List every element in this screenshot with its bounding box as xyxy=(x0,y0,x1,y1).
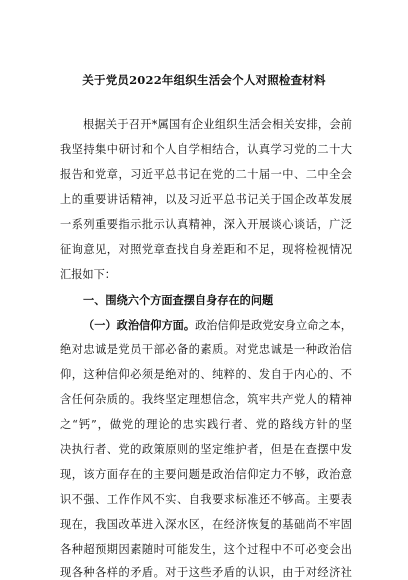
body-line: 各种超预期因素随时可能发生，这个过程中不可必变会出 xyxy=(60,543,352,556)
intro-line: 征询意见，对照党章查找自身差距和不足，现将检视情况 xyxy=(60,243,352,256)
intro-line: 报告和党章，习近平总书记在党的二十届一中、二中全会 xyxy=(60,168,352,181)
intro-line: 根据关于召开*属国有企业组织生活会相关安排，会前 xyxy=(83,118,352,131)
intro-line: 上的重要讲话精神，以及习近平总书记关于国企改革发展 xyxy=(60,193,352,206)
body-line: 仰，这种信仰必须是绝对的、纯粹的、发自于内心的、不 xyxy=(60,368,352,381)
body-line: 识不强、工作作风不实、自我要求标准还不够高。主要表 xyxy=(60,493,352,506)
intro-line: 汇报如下： xyxy=(60,268,116,281)
intro-line: 我坚持集中研讨和个人自学相结合，认真学习党的二十大 xyxy=(60,143,352,156)
subsection-first-line xyxy=(83,318,352,333)
section-heading: 一、围绕六个方面查摆自身存在的问题 xyxy=(83,293,274,307)
document-title: 关于党员2022年组织生活会个人对照检查材料 xyxy=(82,73,326,87)
body-line: 现各种各样的矛盾。对于这些矛盾的认识，由于对经济社 xyxy=(60,566,352,579)
subsection-label: （一）政治信仰方面。 xyxy=(83,318,196,332)
intro-line: 一系列重要指示批示认真精神，深入开展谈心谈话，广泛 xyxy=(60,218,352,231)
body-line: 之“钙”，做党的理论的忠实践行者、党的路线方针的坚 xyxy=(60,418,352,431)
body-line: 决执行者、党的政策原则的坚定维护者，但是在查摆中发 xyxy=(60,443,352,456)
body-line: 绝对忠诚是党员干部必备的素质。对党忠诚是一种政治信 xyxy=(60,343,352,356)
body-line: 现在，我国改革进入深水区，在经济恢复的基础尚不牢固 xyxy=(60,518,352,531)
body-line: 含任何杂质的。我终坚定理想信念，筑牢共产党人的精神 xyxy=(60,393,352,406)
body-line: 现，该方面存在的主要问题是政治信仰定力不够，政治意 xyxy=(60,468,352,481)
subsection-first-line-text: 政治信仰是政党安身立命之本， xyxy=(195,319,352,332)
